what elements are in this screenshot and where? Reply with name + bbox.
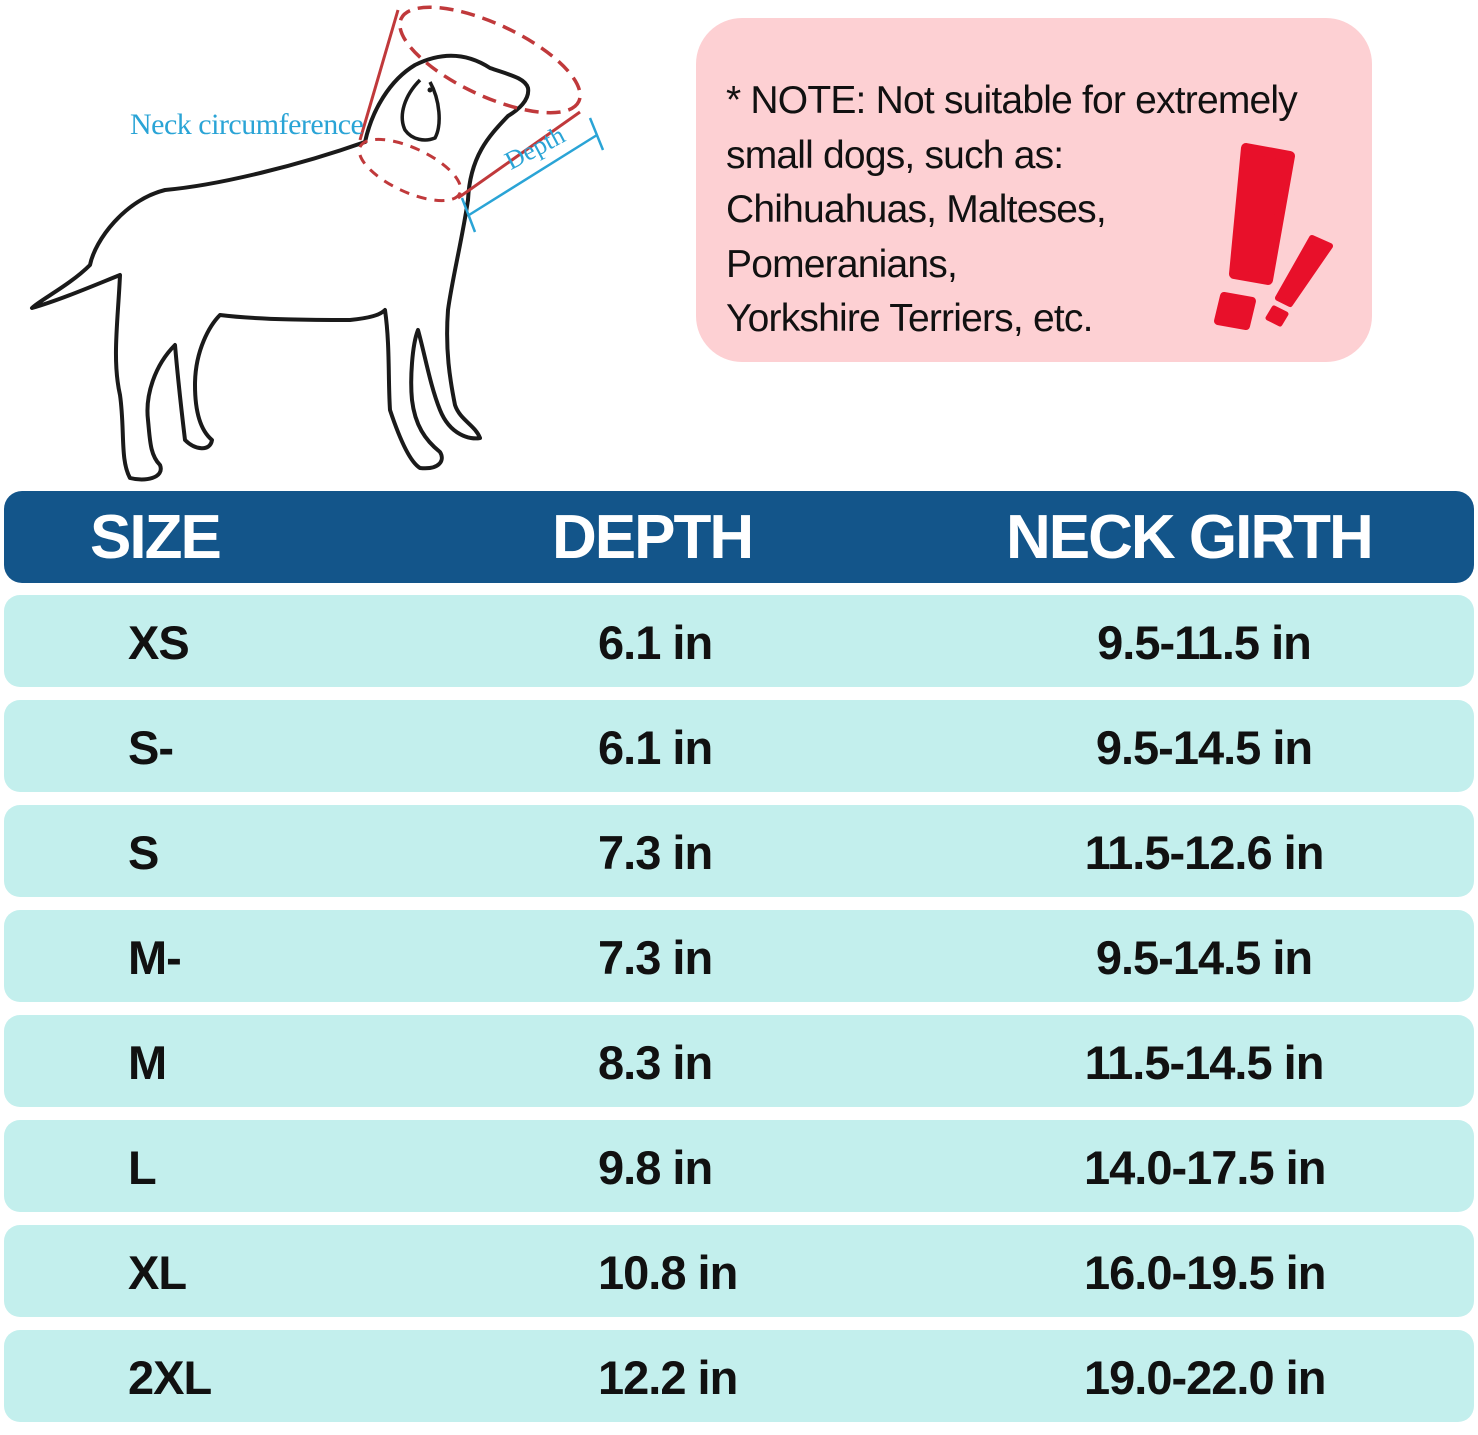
depth-cell: 7.3 in <box>598 931 713 984</box>
girth-cell: 9.5-14.5 in <box>1095 931 1313 984</box>
size-table-header <box>4 491 1474 583</box>
note-line: Chihuahuas, Malteses, <box>726 188 1106 231</box>
table-row <box>4 1330 1474 1422</box>
girth-cell: 16.0-19.5 in <box>1084 1246 1326 1299</box>
header-neck-girth: NECK GIRTH <box>1006 503 1372 572</box>
depth-cell: 10.8 in <box>598 1246 738 1299</box>
neck-circumference-label: Neck circumference <box>130 108 364 141</box>
size-cell: XL <box>128 1246 187 1299</box>
table-row <box>4 910 1474 1002</box>
size-cell: XS <box>128 616 189 669</box>
size-table-body <box>4 595 1474 1435</box>
note-line: small dogs, such as: <box>726 133 1064 177</box>
depth-cell: 9.8 in <box>598 1141 713 1194</box>
size-cell: 2XL <box>128 1351 212 1404</box>
girth-cell: 14.0-17.5 in <box>1084 1141 1326 1194</box>
depth-cell: 7.3 in <box>598 826 713 879</box>
size-cell: S- <box>128 721 173 774</box>
depth-cell: 6.1 in <box>598 616 713 669</box>
header-depth: DEPTH <box>552 503 753 572</box>
header-size: SIZE <box>90 503 220 572</box>
table-row <box>4 1225 1474 1317</box>
size-cell: M <box>128 1036 167 1089</box>
size-cell: M- <box>128 931 181 984</box>
girth-cell: 11.5-14.5 in <box>1084 1036 1324 1089</box>
depth-label: Depth <box>500 120 570 176</box>
dog-measurement-diagram <box>0 0 690 490</box>
dog-outline-icon <box>0 0 690 490</box>
size-cell: S <box>128 826 159 879</box>
table-row <box>4 805 1474 897</box>
table-row <box>4 700 1474 792</box>
girth-cell: 9.5-14.5 in <box>1095 721 1313 774</box>
size-cell: L <box>128 1141 156 1194</box>
table-row <box>4 1120 1474 1212</box>
note-line: Pomeranians, <box>726 242 958 286</box>
girth-cell: 9.5-11.5 in <box>1097 616 1311 669</box>
depth-cell: 12.2 in <box>598 1351 738 1404</box>
girth-cell: 19.0-22.0 in <box>1084 1351 1326 1404</box>
note-line: * NOTE: Not suitable for extremely <box>726 79 1297 122</box>
depth-cell: 6.1 in <box>598 721 713 774</box>
table-row <box>4 595 1474 687</box>
girth-cell: 11.5-12.6 in <box>1084 826 1324 879</box>
depth-cell: 8.3 in <box>598 1036 713 1089</box>
table-row <box>4 1015 1474 1107</box>
double-exclamation-icon <box>1204 138 1334 338</box>
warning-note <box>696 18 1372 362</box>
note-line: Yorkshire Terriers, etc. <box>726 297 1093 340</box>
